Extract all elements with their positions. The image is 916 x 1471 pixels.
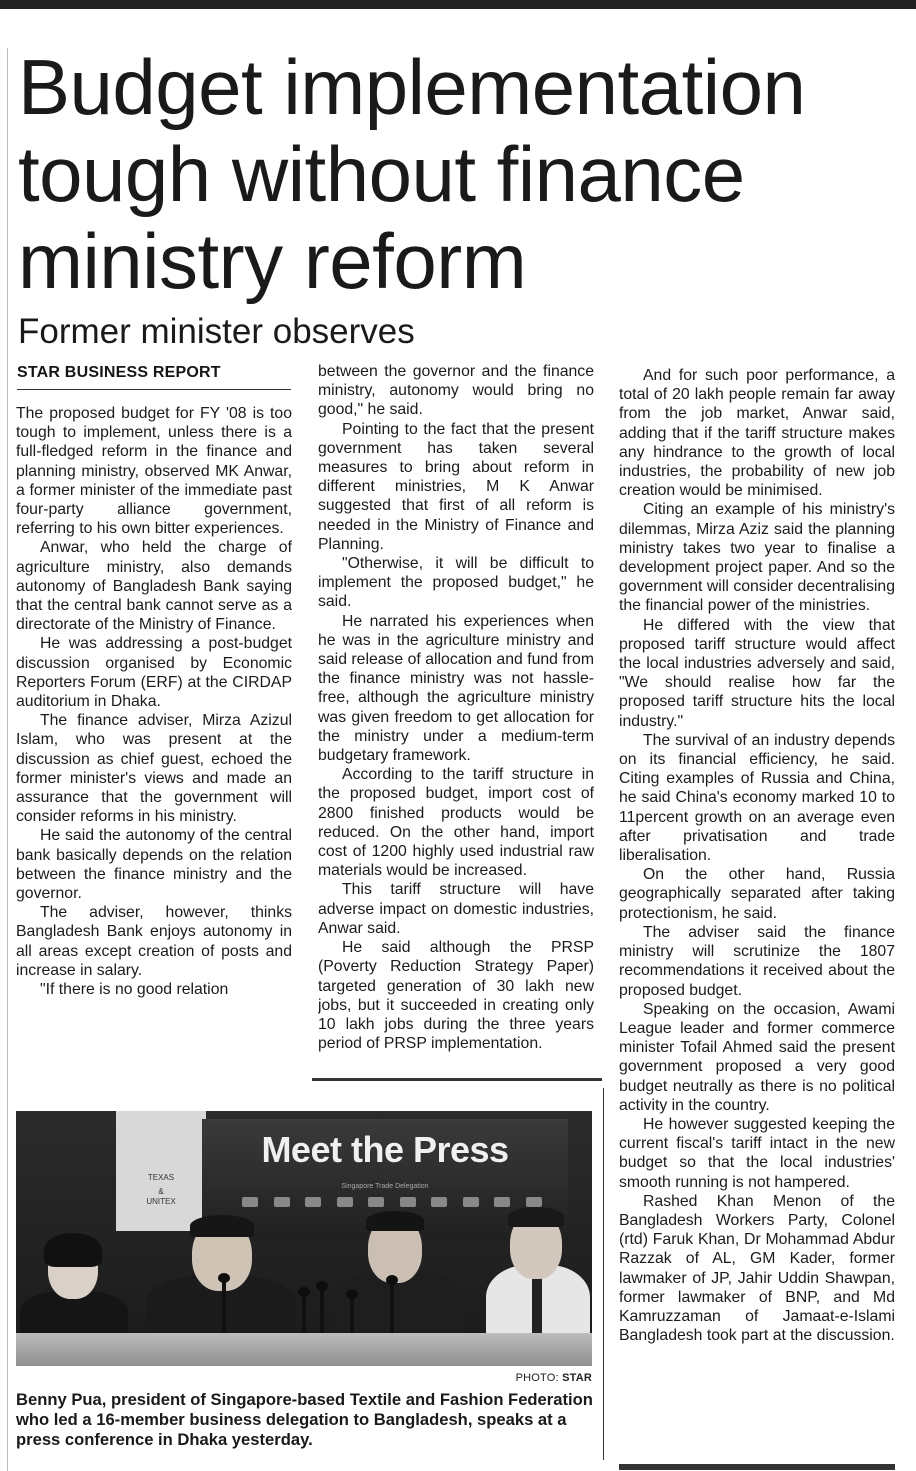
paragraph: The adviser, however, thinks Bangladesh Bank enjoys autonomy in all areas except creation of posts and increase in salary. [16, 904, 292, 979]
paragraph: The proposed budget for FY '08 is too tough to implement, unless there is a full-fledged reform in the finance and planning ministry, observed MK Anwar, a former minister of the immediate past four-party alliance government, referring to his own bitter experiences. [16, 405, 292, 538]
headline: Budget implementation tough without finance ministry reform [18, 43, 806, 305]
article-column-1 [16, 404, 292, 1080]
left-margin-rule [7, 48, 8, 1471]
photo-credit-prefix: PHOTO: [515, 1372, 559, 1384]
paragraph: And for such poor performance, a total of 20 lakh people remain far away from the job market, Anwar said, adding that if the tariff structure makes any hindrance to the growth of local industries, the probability of new job creation would be minimised. [619, 367, 895, 500]
sign-line: & [158, 1187, 164, 1196]
paragraph: This tariff structure will have adverse impact on domestic industries, Anwar said. [318, 881, 594, 937]
bottom-rule [619, 1464, 895, 1470]
press-conference-photo [16, 1111, 592, 1366]
sign-line: TEXAS [147, 1173, 175, 1182]
paragraph: He said the autonomy of the central bank basically depends on the relation between the finance ministry and the governor. [16, 827, 292, 903]
subheadline: Former minister observes [18, 312, 415, 351]
paragraph: He said although the PRSP (Poverty Reduction Strategy Paper) targeted generation of 30 lakh new jobs, but it succeeded in creating only 10 lakh jobs during the three years period of PRSP implementation. [318, 939, 594, 1053]
conference-table [16, 1333, 592, 1366]
sponsor-sign [116, 1111, 206, 1231]
paragraph: Citing an example of his ministry's dilemmas, Mirza Aziz said the planning ministry takes two year to finalise a development project paper. And so the government will consider decentralising the financial power of the ministries. [619, 501, 895, 615]
paragraph: The finance adviser, Mirza Azizul Islam, who was present at the discussion as chief guest, echoed the former minister's views and made an assurance that the government will consider reforms in his ministry. [16, 712, 292, 826]
paragraph: Speaking on the occasion, Awami League leader and former commerce minister Tofail Ahmed said the present government proposed a very good budget neutrally as there is no political activity in the country. [619, 1000, 895, 1114]
paragraph: The adviser said the finance ministry will scrutinize the 1807 recommendations it received about the proposed budget. [619, 923, 895, 999]
paragraph: "If there is no good relation [40, 981, 229, 999]
column-end-rule [312, 1078, 602, 1081]
paragraph: between the governor and the finance ministry, autonomy would bring no good," he said. [318, 363, 594, 419]
photo-caption: Benny Pua, president of Singapore-based Textile and Fashion Federation who led a 16-member business delegation to Bangladesh, speaks at a press conference in Dhaka yesterday. [16, 1390, 593, 1449]
banner-title: Meet the Press [261, 1129, 509, 1170]
paragraph: Rashed Khan Menon of the Bangladesh Workers Party, Colonel (rtd) Faruk Khan, Dr Mohammad Abdur Razzak of AL, GM Kader, former lawmaker of JP, Jahir Uddin Shawpan, former lawmaker of BNP, and Md Kamruzzaman of Jamaat-e-Islami Bangladesh took part at the discussion. [619, 1192, 895, 1345]
paragraph: On the other hand, Russia geographically separated after taking protectionism, he said. [619, 866, 895, 922]
sign-line: UNITEX [146, 1197, 176, 1206]
paragraph: He narrated his experiences when he was in the agriculture ministry and said release of allocation and fund from the finance ministry was not hassle-free, although the agriculture ministry was given freedom to get allocation for the ministry under a medium-term budgetary framework. [318, 612, 594, 765]
sponsor-logos [242, 1197, 542, 1209]
paragraph: Anwar, who held the charge of agriculture ministry, also demands autonomy of Bangladesh Bank saying that the central bank cannot serve as a directorate of the Ministry of Finance. [16, 539, 292, 634]
paragraph: He differed with the view that proposed tariff structure would affect the local industries adversely and said, "We should realise how far the proposed tariff structure hits the local industry." [619, 616, 895, 730]
photo-credit-source: STAR [562, 1372, 592, 1384]
paragraph: Pointing to the fact that the present government has taken several measures to bring about reform in different ministries, M K Anwar suggested that first of all reform is needed in the Ministry of Finance and Planning. [318, 420, 594, 553]
paragraph: He was addressing a post-budget discussion organised by Economic Reporters Forum (ERF) at the CIRDAP auditorium in Dhaka. [16, 635, 292, 711]
article-column-3 [619, 366, 895, 1456]
top-rule [0, 0, 916, 9]
paragraph: The survival of an industry depends on its financial efficiency, he said. Citing examples of Russia and China, he said China's economy marked 10 to 11percent growth on an average even after privatisation and trade liberalisation. [619, 731, 895, 865]
paragraph: He however suggested keeping the current fiscal's tariff intact in the new budget so that the local industries' smooth running is not hampered. [619, 1115, 895, 1191]
banner-subtitle: Singapore Trade Delegation [341, 1183, 429, 1190]
column-divider [603, 1088, 604, 1460]
photo-credit [480, 1372, 592, 1384]
paragraph: "Otherwise, it will be difficult to implement the proposed budget," he said. [318, 555, 594, 611]
article-column-2 [318, 362, 594, 1078]
paragraph: According to the tariff structure in the proposed budget, import cost of 2800 finished products would be reduced. On the other hand, import cost of 1200 highly used industrial raw materials would be increased. [318, 766, 594, 880]
byline: STAR BUSINESS REPORT [17, 364, 291, 390]
